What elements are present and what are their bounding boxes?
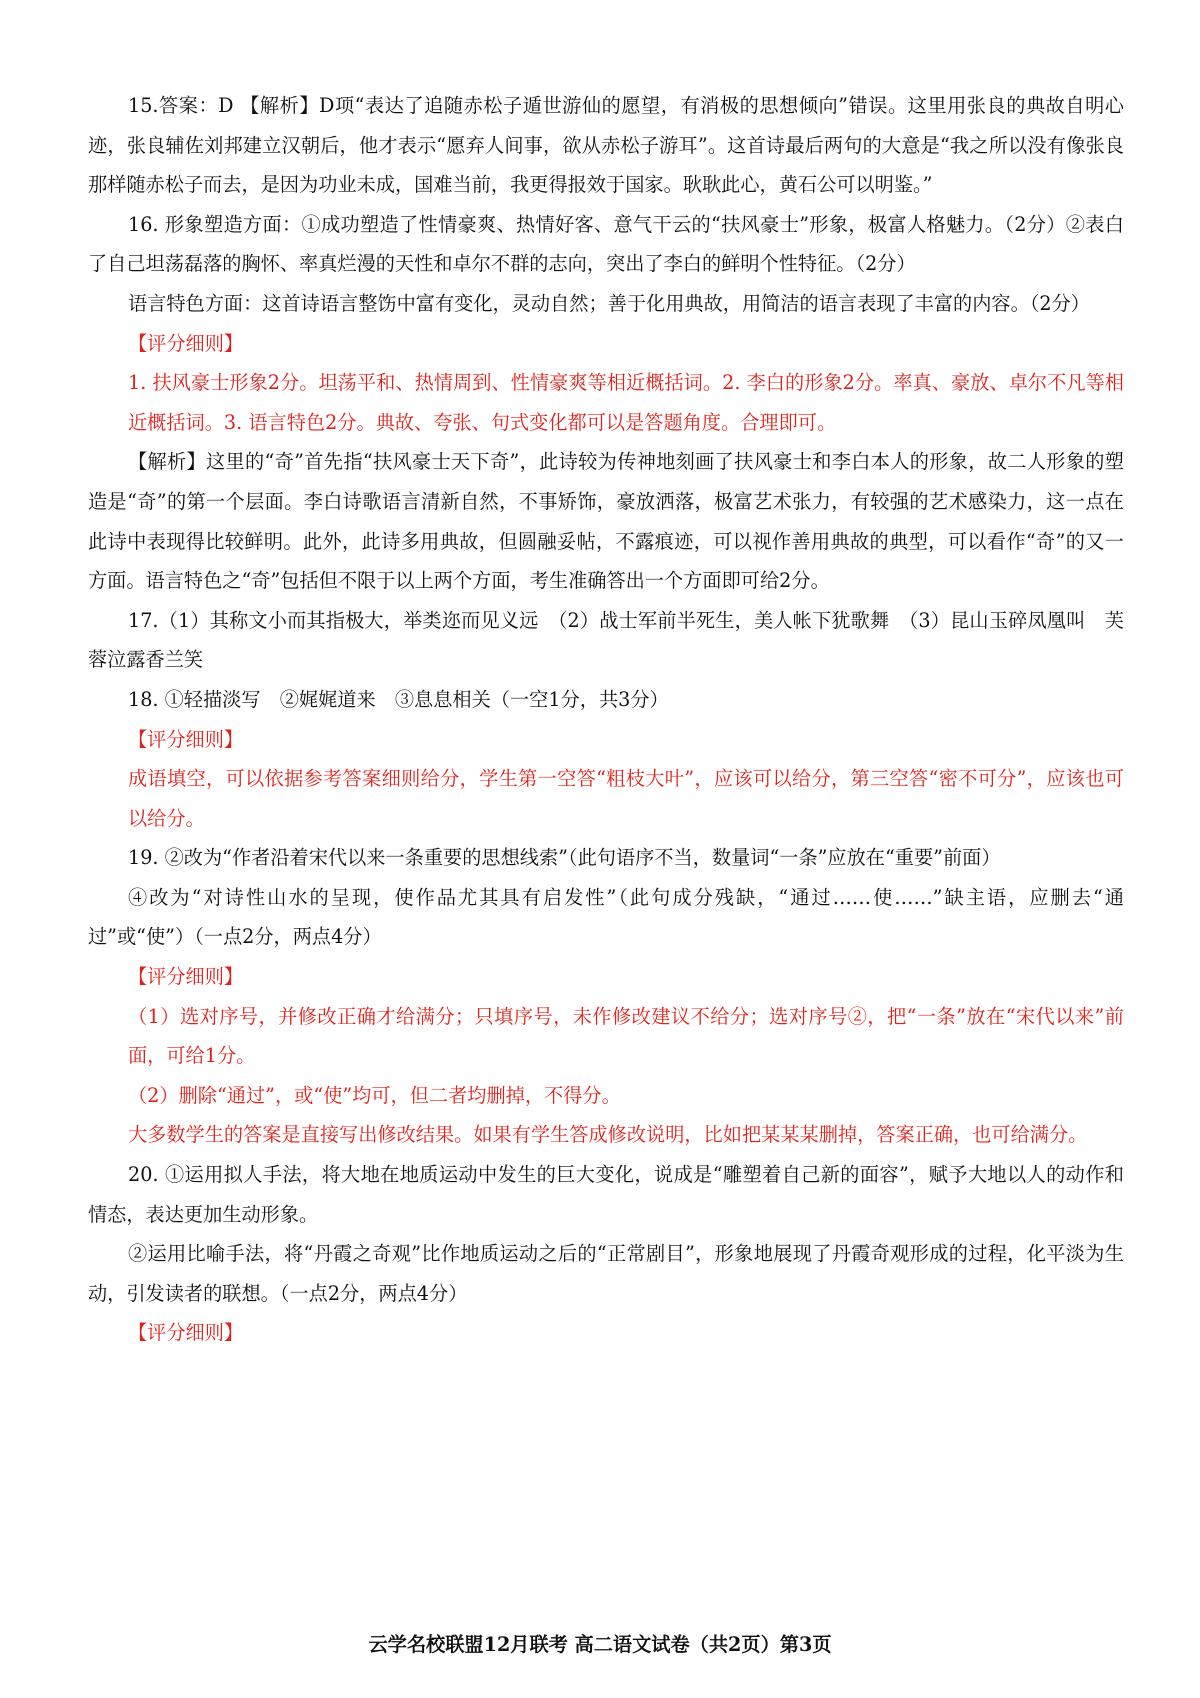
answer-18: 18. ①轻描淡写 ②娓娓道来 ③息息相关（一空1分，共3分）: [128, 687, 669, 711]
rubric-heading-19: 【评分细则】: [128, 965, 244, 989]
rubric-16: 1. 扶风豪士形象2分。坦荡平和、热情周到、性情豪爽等相近概括词。2. 李白的形象2分。率真、豪放、卓尔不凡等相近概括词。3. 语言特色2分。典故、夸张、句式变化都可以是答题角度。合理即可。: [128, 371, 1124, 434]
rubric-heading-16: 【评分细则】: [128, 331, 244, 355]
rubric-19-note: 大多数学生的答案是直接写出修改结果。如果有学生答成修改说明，比如把某某某删掉，答案正确，也可给满分。: [128, 1123, 1088, 1147]
answer-20-part-2: ②运用比喻手法，将“丹霞之奇观”比作地质运动之后的“正常剧目”，形象地展现了丹霞奇观形成的过程，化平淡为生动，引发读者的联想。（一点2分，两点4分）: [88, 1242, 1124, 1305]
answer-16-language: 语言特色方面：这首诗语言整饬中富有变化，灵动自然；善于化用典故，用简洁的语言表现了丰富的内容。（2分）: [128, 291, 1090, 315]
rubric-18: 成语填空，可以依据参考答案细则给分，学生第一空答“粗枝大叶”，应该可以给分，第三空答“密不可分”，应该也可以给分。: [128, 767, 1124, 830]
answer-16-image: 16. 形象塑造方面：①成功塑造了性情豪爽、热情好客、意气干云的“扶风豪士”形象，极富人格魅力。（2分）②表白了自己坦荡磊落的胸怀、率真烂漫的天性和卓尔不群的志向，突出了李白的鲜明个性特征。（2分）: [88, 212, 1124, 276]
rubric-heading-20: 【评分细则】: [128, 1321, 244, 1345]
rubric-19-item-2: （2）删除“通过”，或“使”均可，但二者均删掉，不得分。: [128, 1083, 621, 1107]
analysis-16: 【解析】这里的“奇”首先指“扶风豪士天下奇”，此诗较为传神地刻画了扶风豪士和李白本人的形象，故二人形象的塑造是“奇”的第一个层面。李白诗歌语言清新自然，不事矫饰，豪放洒落，极富艺术张力，有较强的艺术感染力，这一点在此诗中表现得比较鲜明。此外，此诗多用典故，但圆融妥帖，不露痕迹，可以视作善用典故的典型，可以看作“奇”的又一方面。语言特色之“奇”包括但不限于以上两个方面，考生准确答出一个方面即可给2分。: [88, 450, 1124, 593]
answer-20-part-1: 20. ①运用拟人手法，将大地在地质运动中发生的巨大变化，说成是“雕塑着自己新的面容”，赋予大地以人的动作和情态，表达更加生动形象。: [88, 1163, 1124, 1226]
answer-page: [88, 86, 1124, 1353]
page-footer: 云学名校联盟12月联考 高二语文试卷（共2页）第3页: [368, 1633, 832, 1656]
rubric-19-item-1: （1）选对序号，并修改正确才给满分；只填序号，未作修改建议不给分；选对序号②，把“一条”放在“宋代以来”前面，可给1分。: [128, 1004, 1124, 1068]
answer-19-part-4: ④改为“对诗性山水的呈现，使作品尤其具有启发性”（此句成分残缺，“通过……使……”缺主语，应删去“通过”或“使”）（一点2分，两点4分）: [88, 885, 1124, 949]
answer-19-part-2: 19. ②改为“作者沿着宋代以来一条重要的思想线索”（此句语序不当，数量词“一条”应放在“重要”前面）: [128, 846, 1001, 870]
answer-15: 15.答案：D 【解析】D项“表达了追随赤松子遁世游仙的愿望，有消极的思想倾向”错误。这里用张良的典故自明心迹，张良辅佐刘邦建立汉朝后，他才表示“愿弃人间事，欲从赤松子游耳”。这首诗最后两句的大意是“我之所以没有像张良那样随赤松子而去，是因为功业未成，国难当前，我更得报效于国家。耿耿此心，黄石公可以明鉴。”: [88, 94, 1124, 197]
answer-17: 17.（1）其称文小而其指极大，举类迩而见义远 （2）战士军前半死生，美人帐下犹歌舞 （3）昆山玉碎凤凰叫 芙蓉泣露香兰笑: [88, 608, 1124, 672]
rubric-heading-18: 【评分细则】: [128, 727, 244, 751]
